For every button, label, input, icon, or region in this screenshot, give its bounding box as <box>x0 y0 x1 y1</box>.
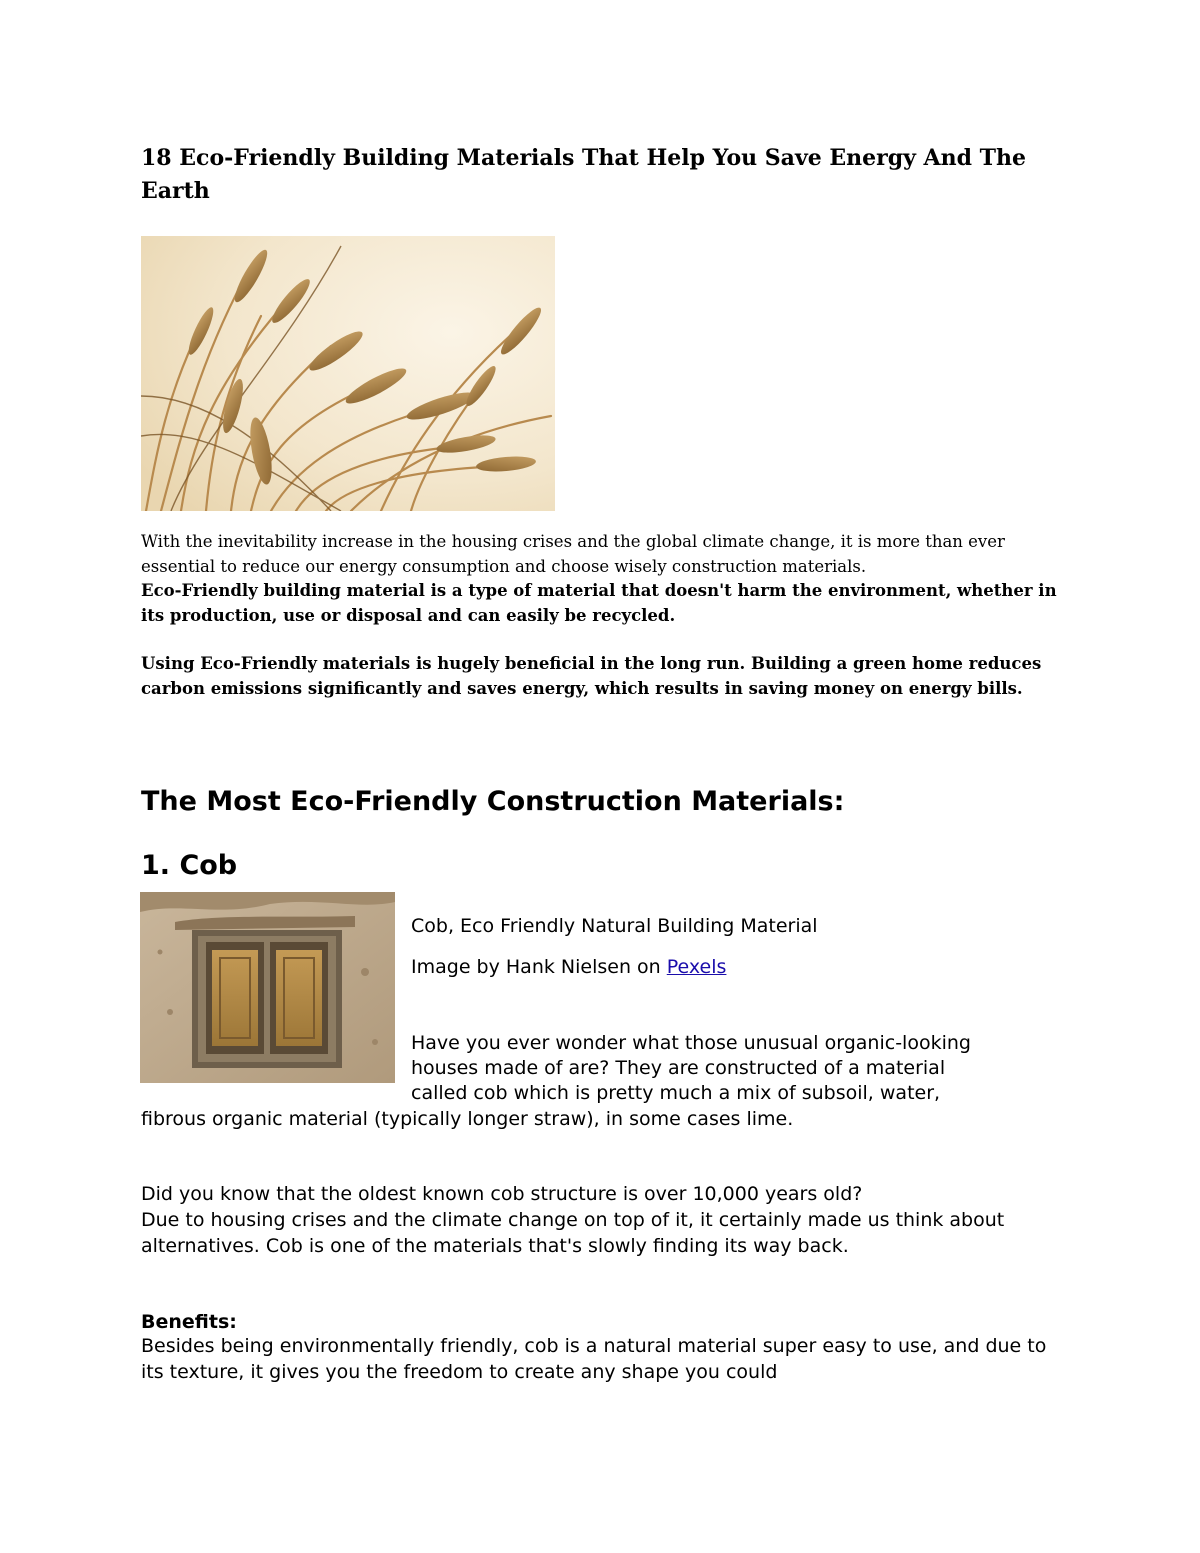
cob-description-line-3: called cob which is pretty much a mix of subsoil, water, <box>411 1082 941 1104</box>
cob-history-block <box>141 1181 1071 1259</box>
cob-alternatives-text: Due to housing crises and the climate change on top of it, it certainly made us think about alternatives. Cob is one of the materials that's slowly finding its way back. <box>141 1209 1005 1257</box>
cob-credit <box>411 953 726 981</box>
section-heading: The Most Eco-Friendly Construction Materials: <box>141 786 845 817</box>
hero-grass-image <box>141 236 555 511</box>
cob-description-line-4: fibrous organic material (typically longer straw), in some cases lime. <box>141 1108 794 1130</box>
benefit-paragraph: Using Eco-Friendly materials is hugely beneficial in the long run. Building a green home reduces carbon emissions significantly and saves energy, which results in saving money on energy bills. <box>141 654 1042 698</box>
cob-history-line: Did you know that the oldest known cob structure is over 10,000 years old? <box>141 1183 863 1205</box>
intro-paragraph: With the inevitability increase in the housing crises and the global climate change, it is more than ever essential to reduce our energy consumption and choose wisely construction materials. <box>141 532 1005 576</box>
cob-image <box>140 892 395 1083</box>
pexels-link[interactable]: Pexels <box>666 956 727 978</box>
dry-grass-photo-icon <box>141 236 555 511</box>
benefits-text: Besides being environmentally friendly, cob is a natural material super easy to use, and due to its texture, it gives you the freedom to create any shape you could <box>141 1335 1047 1383</box>
cob-caption: Cob, Eco Friendly Natural Building Material <box>411 915 818 937</box>
cob-wall-window-photo-icon <box>140 892 395 1083</box>
intro-block <box>141 530 1061 701</box>
cob-description-line-2: houses made of are? They are constructed of a material <box>411 1057 946 1079</box>
cob-heading: 1. Cob <box>141 850 238 881</box>
cob-credit-prefix: Image by Hank Nielsen on <box>411 956 667 978</box>
article-title: 18 Eco-Friendly Building Materials That Help You Save Energy And The Earth <box>141 145 1027 204</box>
benefits-label: Benefits: <box>141 1311 237 1333</box>
definition-paragraph: Eco-Friendly building material is a type of material that doesn't harm the environment, whether in its production, use or disposal and can easily be recycled. <box>141 581 1057 625</box>
cob-description-line-1: Have you ever wonder what those unusual organic-looking <box>411 1032 971 1054</box>
